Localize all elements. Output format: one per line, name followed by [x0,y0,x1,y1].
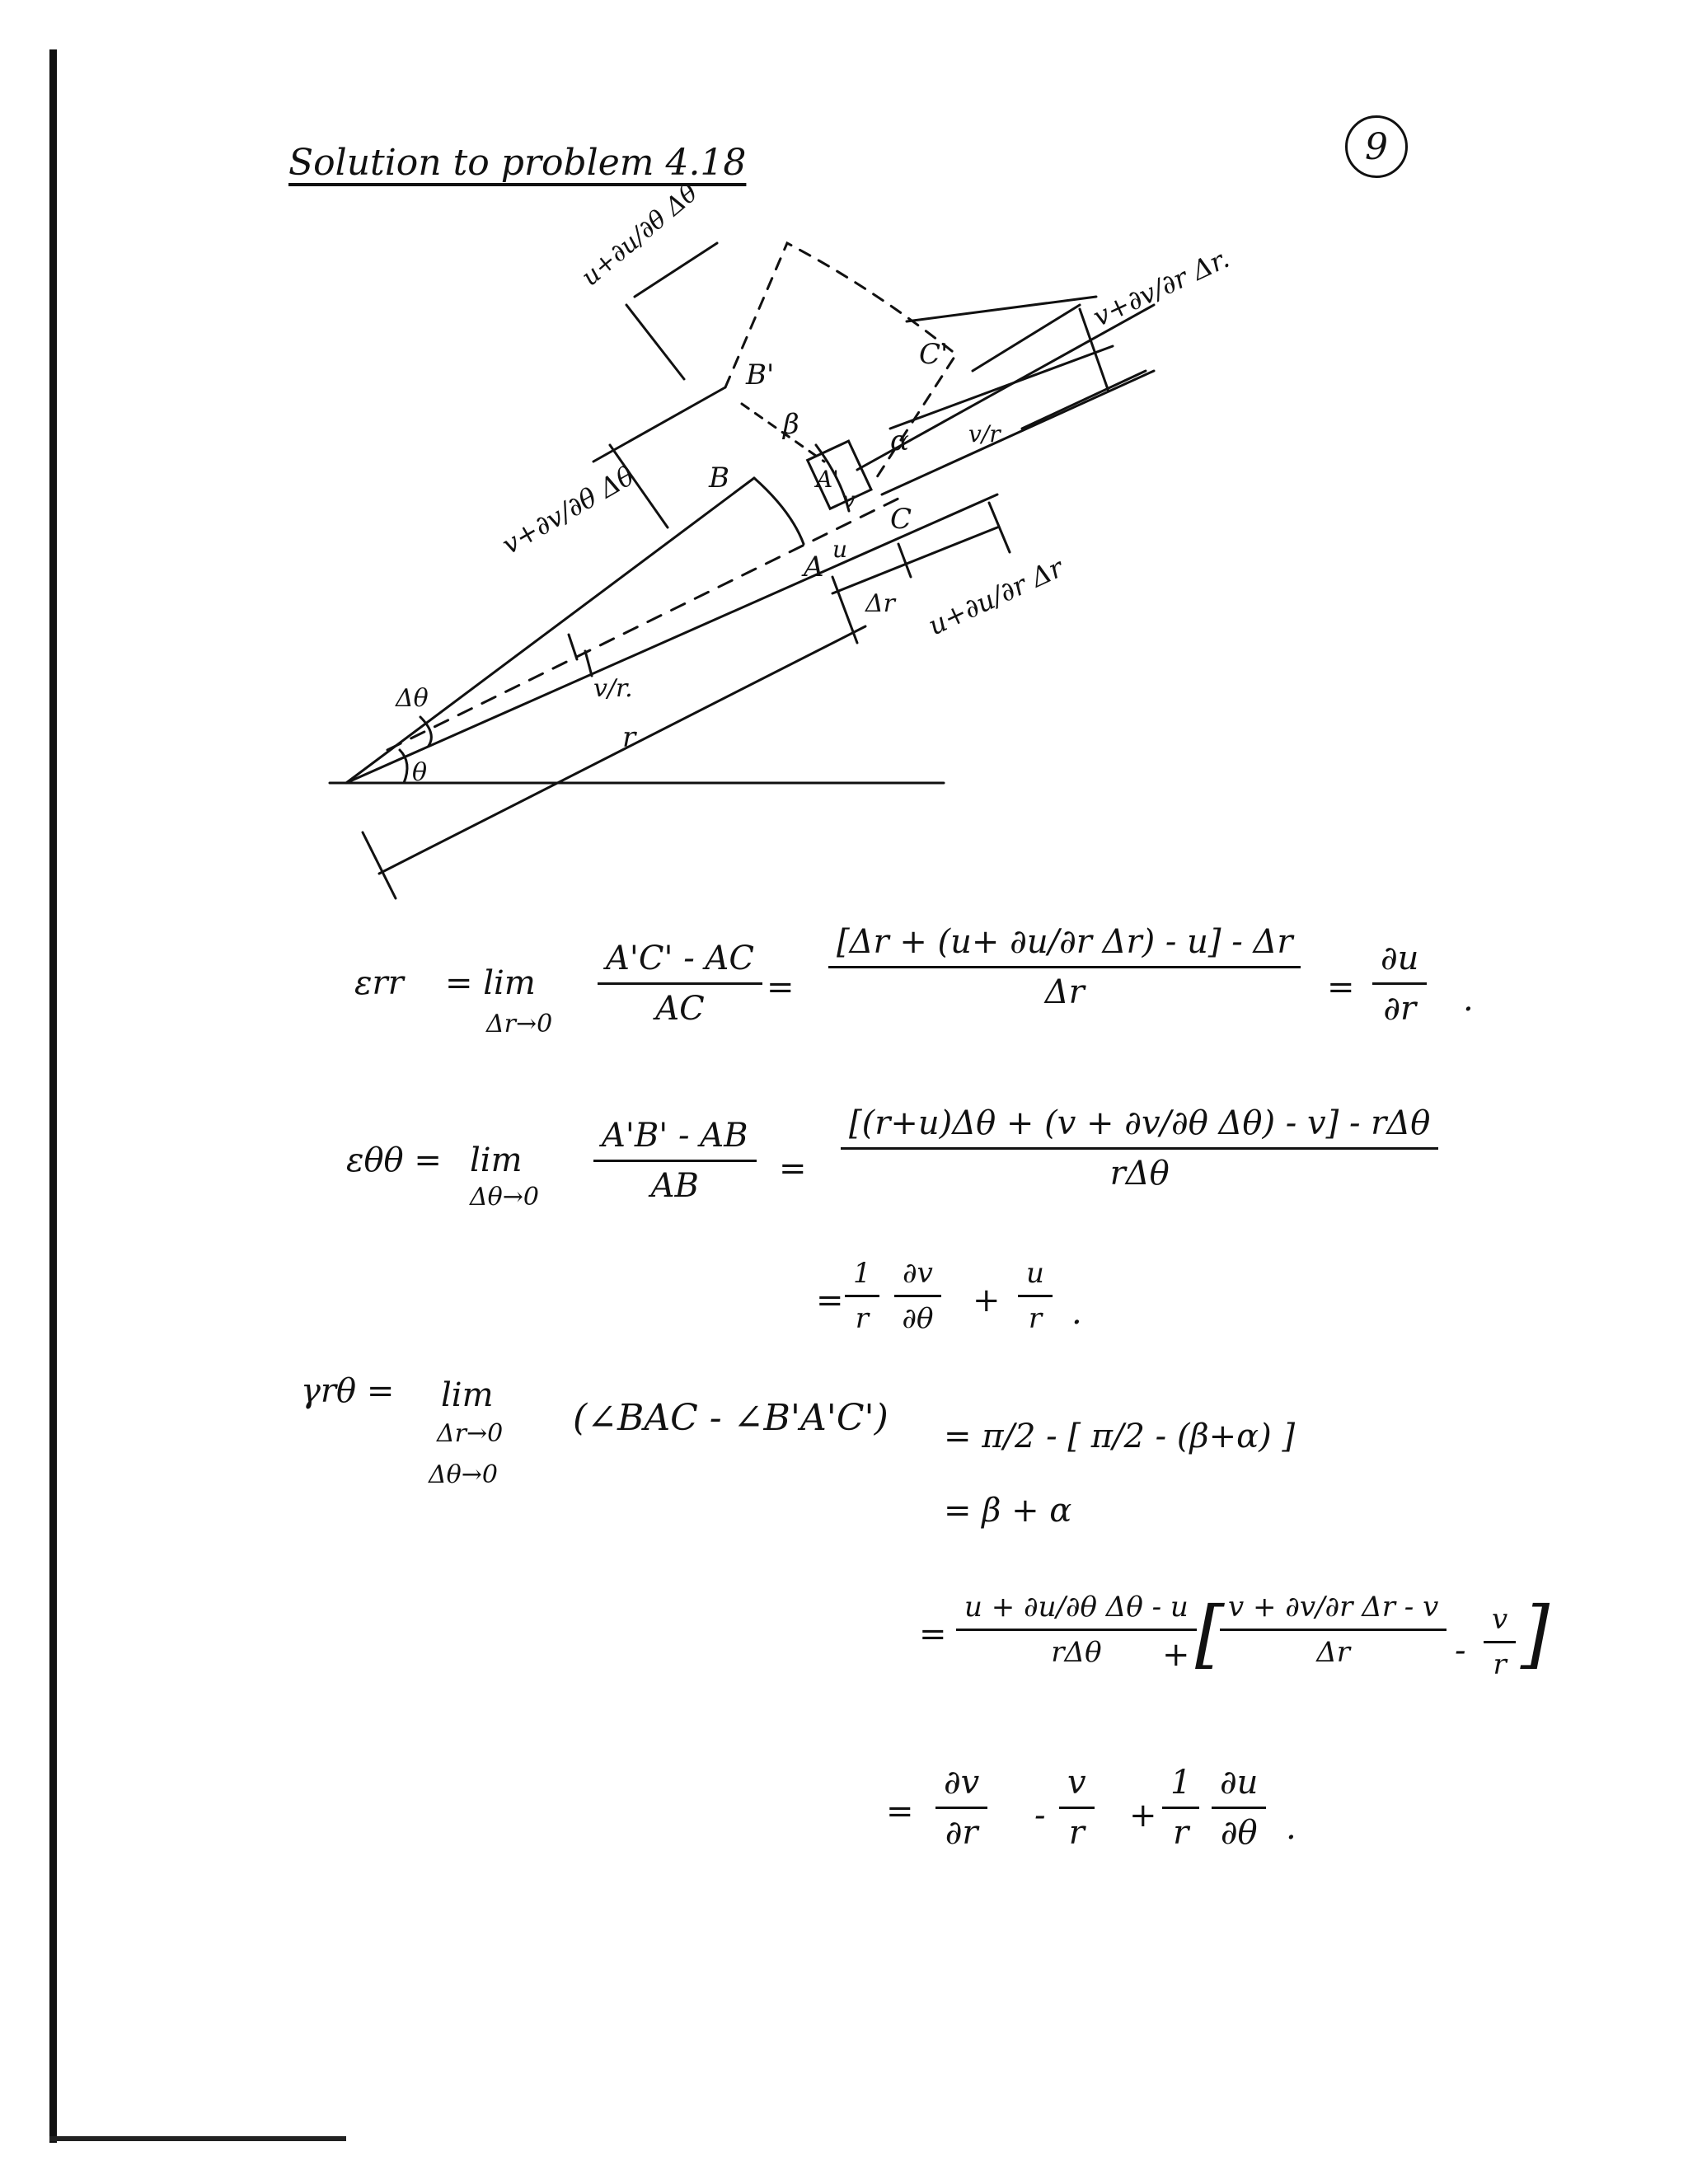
dim-right-top [973,305,1080,371]
label-C-prime: C' [919,338,949,371]
label-dtheta: Δθ [396,684,429,713]
grt-line4-t3 [1162,1764,1199,1852]
ett-line2-eq: = [816,1282,844,1319]
dim-u-top-arrow [635,243,717,297]
err-frac1-num: A'C' - AC [598,940,762,985]
page-title: Solution to problem 4.18 [288,142,747,184]
grt-line3-bracket-open: [ [1195,1591,1225,1677]
grt-line4-t2-num: v [1059,1764,1095,1809]
ett-line2-coef [845,1257,879,1335]
grt-line4-t4-num: ∂u [1212,1764,1266,1809]
grt-line4-t3-num: 1 [1162,1764,1199,1809]
grt-line3-frac1-den: rΔθ [1051,1636,1102,1669]
label-alpha: α [890,424,909,457]
grt-line4-t4 [1212,1764,1266,1852]
label-vr-top: v/r [968,420,1001,448]
grt-line4-tail: . [1286,1809,1296,1847]
label-theta: θ [412,758,428,787]
dim-ur-line [832,527,997,593]
err-lim: = lim [445,964,536,1002]
ett-line2-u [1018,1257,1053,1335]
ett-lim: lim [470,1141,523,1179]
grt-line1-rhs: = π/2 - [ π/2 - (β+α) ] [944,1418,1296,1455]
grt-line4-t2 [1059,1764,1095,1852]
label-du-dr-bottom: u+∂u/∂r Δr [923,551,1068,642]
grt-lhs: γrθ = [301,1372,395,1410]
grt-line4-t1-den: ∂r [945,1814,978,1852]
label-A: A [804,551,824,583]
page-number: 9 [1345,115,1408,178]
grt-line3-frac2-num: v + ∂v/∂r Δr - v [1220,1591,1447,1631]
grt-line3-minus: - [1455,1632,1466,1670]
err-result-num: ∂u [1372,940,1427,985]
grt-line3-vr [1484,1603,1516,1681]
dim-r-tick [363,832,396,898]
grt-line4-t4-den: ∂θ [1220,1814,1258,1852]
dim-ur-tick2 [898,544,911,577]
ett-line2-plus: + [973,1282,1001,1319]
label-dv-dtheta-left: v+∂v/∂θ Δθ [496,459,640,561]
grt-line4-t3-den: r [1173,1814,1189,1852]
ett-frac1-num: A'B' - AB [593,1117,757,1162]
err-frac1-den: AC [655,990,705,1028]
grt-line3-frac1 [956,1591,1197,1669]
grt-line3-frac2 [1220,1591,1447,1669]
grt-line3-bracket-close: ] [1521,1591,1550,1677]
err-lim-sub: Δr→0 [486,1010,553,1038]
grt-line4-plus: + [1129,1797,1157,1835]
label-A-prime: A' [816,466,839,493]
label-v-small: v [842,486,856,513]
ett-frac2-den: rΔθ [1109,1155,1170,1193]
grt-lim: lim [441,1376,494,1414]
grt-line4-t1 [935,1764,987,1852]
grt-line4-eq: = [886,1793,914,1830]
ett-line2-coef-num: 1 [845,1257,879,1297]
ett-lhs: εθθ = [346,1141,442,1179]
grt-line2: = β + α [944,1492,1072,1530]
label-B-prime: B' [746,359,775,391]
dim-right-bottom [1022,371,1146,429]
far-right-line-1 [907,297,1096,321]
ett-frac2 [841,1104,1438,1193]
label-beta: β [783,408,799,441]
grt-line3-vr-den: r [1493,1648,1507,1681]
grt-angle-expr: (∠BAC - ∠B'A'C') [573,1397,889,1439]
grt-line4-t1-num: ∂v [935,1764,987,1809]
err-result-den: ∂r [1383,990,1417,1028]
grt-line3-eq: = [919,1615,947,1653]
err-frac2-den: Δr [1044,973,1085,1011]
err-tail: . [1463,981,1474,1019]
ett-line2-term [894,1257,941,1335]
grt-line3-frac2-den: Δr [1316,1636,1351,1669]
arc-ab [754,478,804,544]
err-eq2: = [1327,968,1355,1006]
err-lhs: εrr [354,964,404,1002]
ett-line2-tail: . [1071,1294,1082,1332]
dim-ur-tick1 [989,503,1010,552]
theta-arc [400,750,407,783]
ett-frac1 [593,1117,757,1205]
label-u-small: u [832,536,848,563]
vr-lower-tick2 [585,651,592,676]
grt-line3-frac1-num: u + ∂u/∂θ Δθ - u [956,1591,1197,1631]
err-frac2 [828,923,1301,1011]
grt-line3-vr-num: v [1484,1603,1516,1643]
label-r: r [622,721,636,754]
vr-lower-tick [569,635,577,659]
err-frac1 [598,940,762,1028]
label-vr-lower: v/r. [593,674,633,703]
ett-line2-term-den: ∂θ [902,1302,934,1335]
grt-lim-sub2: Δθ→0 [429,1460,498,1489]
dim-u-top [626,305,684,379]
ett-frac2-num: [(r+u)Δθ + (v + ∂v/∂θ Δθ) - v] - rΔθ [841,1104,1438,1150]
ett-line2-term-num: ∂v [894,1257,941,1297]
label-dv-dr-right: v+∂v/∂r Δr. [1088,242,1235,333]
err-result [1372,940,1427,1028]
ett-frac1-den: AB [650,1167,699,1205]
ray-center-dashed [387,494,907,750]
label-B: B [709,462,729,494]
ett-line2-coef-den: r [855,1302,869,1335]
ett-lim-sub: Δθ→0 [470,1183,539,1212]
label-du-dtheta-top: u+∂u/∂θ Δθ [575,178,704,293]
label-dr: Δr [865,589,896,618]
err-frac2-num: [Δr + (u+ ∂u/∂r Δr) - u] - Δr [828,923,1301,968]
ray-lower [346,494,997,783]
ett-line2-u-num: u [1018,1257,1053,1297]
ett-eq1: = [779,1150,807,1188]
label-C: C [890,503,912,536]
ett-line2-u-den: r [1028,1302,1043,1335]
grt-line3-plus: + [1162,1636,1190,1674]
grt-lim-sub1: Δr→0 [437,1419,504,1448]
grt-line4-minus: - [1034,1797,1046,1835]
err-eq1: = [767,968,795,1006]
grt-line4-t2-den: r [1068,1814,1085,1852]
